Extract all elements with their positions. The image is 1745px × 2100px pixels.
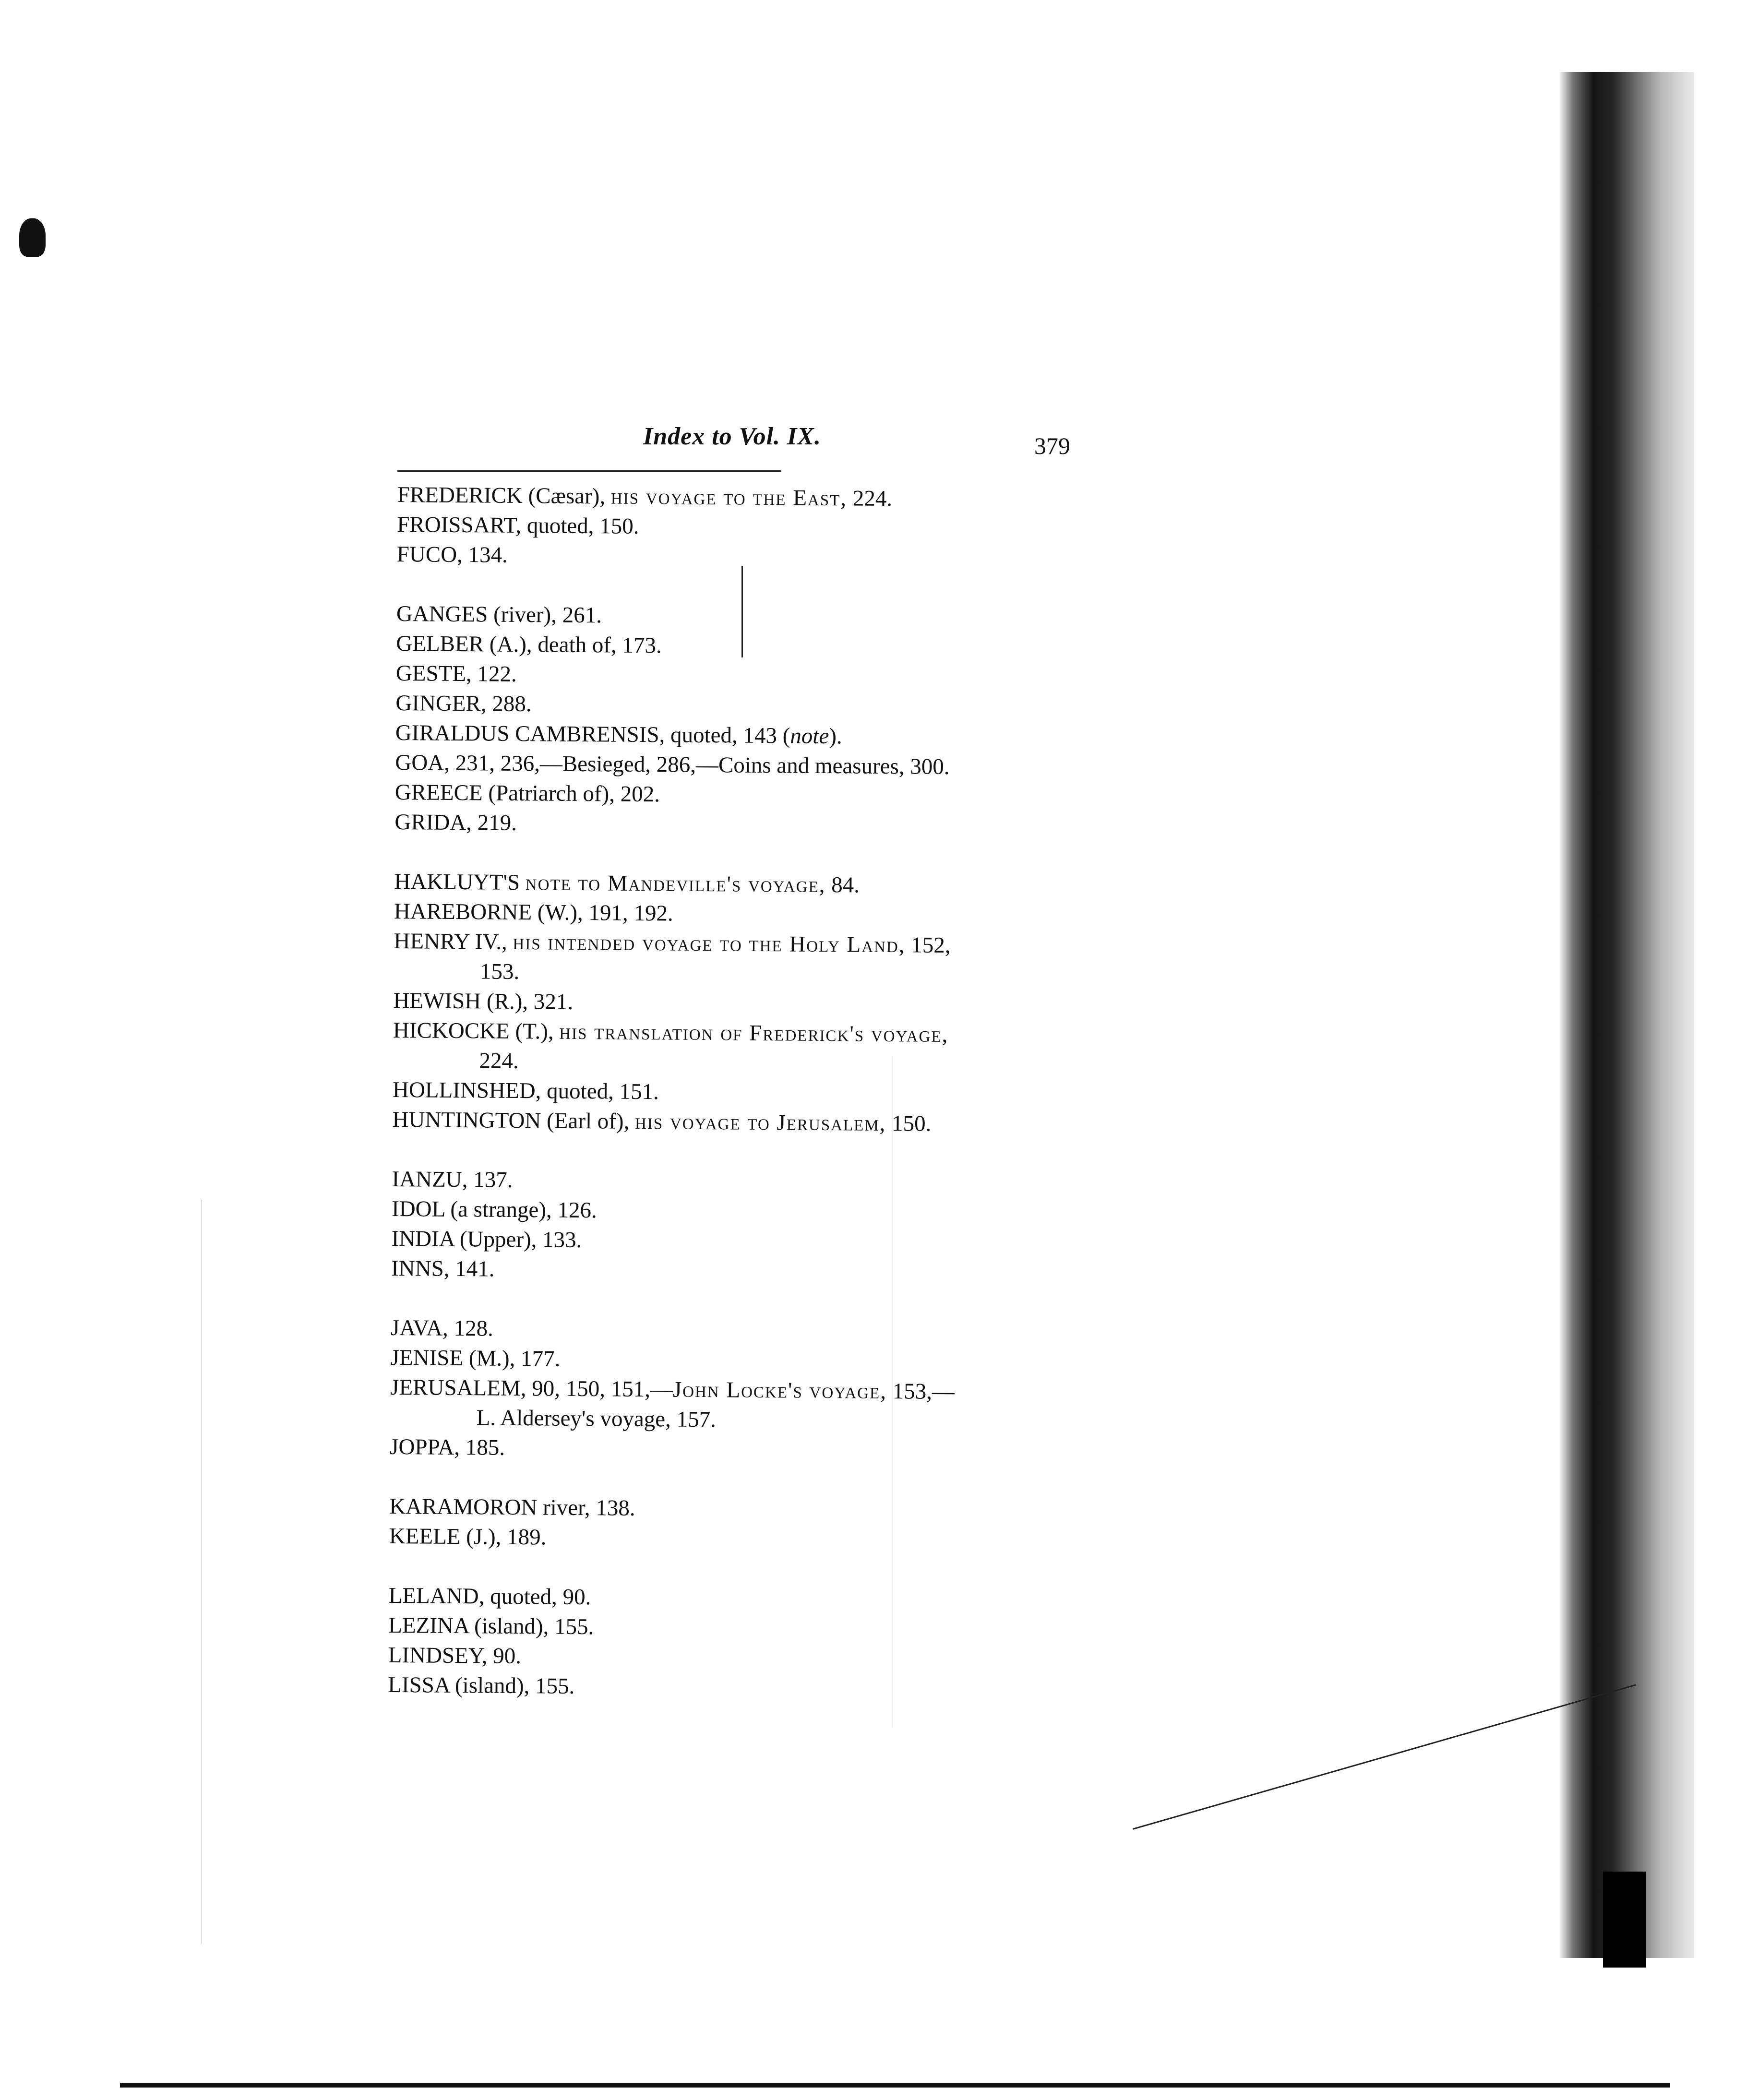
entry-heading: GOA (395, 750, 444, 776)
entry-text: (Earl of), (541, 1108, 635, 1134)
entry-heading: INNS (391, 1255, 444, 1281)
index-entry (388, 1670, 1117, 1706)
entry-heading: GIRALDUS CAMBRENSIS (395, 720, 659, 748)
entry-text: (Upper), 133. (454, 1226, 582, 1253)
entry-heading: LISSA (388, 1672, 450, 1698)
entry-smallcaps: John Locke's voyage, (672, 1377, 887, 1404)
entry-text: , quoted, 150. (515, 513, 639, 539)
entry-heading: JAVA (390, 1315, 443, 1341)
entry-heading: KARAMORON (389, 1493, 538, 1520)
index-entry (392, 1105, 1122, 1140)
entry-heading: LEZINA (388, 1612, 469, 1639)
entry-heading: KEELE (389, 1523, 461, 1550)
entry-heading: JOPPA (389, 1434, 454, 1460)
scan-edge-dark-patch (1603, 1872, 1646, 1968)
entry-text: (Cæsar), (522, 483, 611, 509)
header-rule (397, 470, 781, 472)
entry-heading: GANGES (396, 601, 488, 627)
entry-tail: 224. (847, 486, 893, 512)
index-entry (394, 807, 1124, 843)
entry-text: , quoted, 143 ( (659, 722, 790, 749)
entry-text: (a strange), 126. (444, 1196, 597, 1223)
page-number: 379 (1034, 432, 1070, 459)
entry-text: (Patriarch of), 202. (482, 780, 660, 807)
entry-heading: HAKLUYT'S (394, 869, 520, 895)
entry-continuation: 153. (479, 959, 520, 985)
entry-text: , quoted, 90. (478, 1584, 591, 1610)
entry-heading: GREECE (394, 779, 483, 806)
entry-heading: GINGER (395, 690, 481, 716)
entry-heading: IANZU (392, 1166, 462, 1193)
entry-smallcaps: note to Mandeville's voyage, (525, 870, 826, 898)
entry-text: , 141. (443, 1256, 495, 1282)
entry-tail: 152, (905, 932, 951, 958)
entry-heading: HAREBORNE (394, 898, 532, 925)
entry-text: , 128. (442, 1315, 494, 1341)
index-entry (397, 539, 1126, 575)
entry-heading: GESTE (395, 660, 466, 687)
entry-continuation: L. Aldersey's voyage, 157. (476, 1405, 717, 1432)
entry-text: (W.), 191, 192. (531, 900, 673, 926)
entry-text: (A.), death of, 173. (483, 632, 662, 658)
index-entry (391, 1224, 1121, 1259)
entry-text: , 122. (466, 661, 517, 687)
entry-heading: LELAND (388, 1583, 479, 1609)
entry-heading: LINDSEY (388, 1642, 482, 1669)
entry-heading: GELBER (396, 631, 484, 657)
entry-text: (island), 155. (449, 1672, 575, 1699)
scan-bottom-edge (120, 2083, 1670, 2088)
running-head: Index to Vol. IX. (643, 423, 821, 450)
entry-tail: ). (829, 724, 842, 749)
entry-tail: 150. (886, 1111, 932, 1136)
ink-blot (19, 218, 46, 257)
entry-heading: FUCO (396, 541, 457, 567)
scan-edge-shadow (1560, 72, 1694, 1958)
entry-heading: JENISE (390, 1345, 464, 1371)
entry-heading: GRIDA (394, 809, 466, 835)
entry-text: , 231, 236,—Besieged, 286,—Coins and measures, 300. (443, 750, 950, 780)
entry-text: (T.), (509, 1018, 560, 1044)
entry-text: , 90, 150, 151,— (520, 1376, 673, 1402)
entry-text: (J.), 189. (460, 1524, 547, 1550)
entry-text: , 185. (454, 1434, 505, 1460)
entry-text: , 134. (456, 542, 508, 568)
entry-smallcaps: his translation of Frederick's voyage, (559, 1019, 949, 1048)
entry-text (520, 870, 526, 895)
index-entry (390, 1432, 1119, 1468)
entry-smallcaps: his intended voyage to the Holy Land, (513, 929, 906, 958)
entry-heading: HENRY IV. (394, 928, 502, 955)
entry-heading: HEWISH (393, 988, 481, 1014)
entry-text: (island), 155. (468, 1613, 594, 1640)
index-entry (389, 1521, 1118, 1557)
entry-heading: FROISSART (397, 512, 516, 538)
entry-heading: HUNTINGTON (392, 1107, 541, 1134)
entry-tail: 84. (825, 872, 860, 898)
entry-text: river, 138. (537, 1495, 635, 1521)
entry-heading: FREDERICK (397, 482, 523, 509)
entry-text: , (501, 929, 513, 955)
entry-text: , quoted, 151. (535, 1078, 659, 1105)
entry-text: (M.), 177. (463, 1346, 561, 1372)
entry-heading: INDIA (391, 1226, 454, 1252)
entry-heading: JERUSALEM (390, 1374, 521, 1401)
entry-text: , 137. (462, 1167, 513, 1193)
entry-continuation: 224. (479, 1048, 519, 1074)
entry-text: , 219. (466, 810, 517, 835)
entry-tail: 153,— (886, 1379, 955, 1405)
entry-text: (river), 261. (488, 602, 602, 628)
entry-text: , 288. (480, 691, 532, 717)
index-list (388, 480, 1127, 1706)
entry-smallcaps: his voyage to the East, (610, 484, 848, 511)
entry-text: (R.), 321. (481, 989, 574, 1014)
entry-text: , 90. (481, 1643, 522, 1669)
entry-smallcaps: his voyage to Jerusalem, (634, 1109, 886, 1136)
entry-heading: IDOL (391, 1196, 445, 1222)
entry-note-italic: note (790, 723, 829, 749)
entry-heading: HOLLINSHED (392, 1077, 536, 1104)
entry-heading: HICKOCKE (393, 1017, 510, 1044)
